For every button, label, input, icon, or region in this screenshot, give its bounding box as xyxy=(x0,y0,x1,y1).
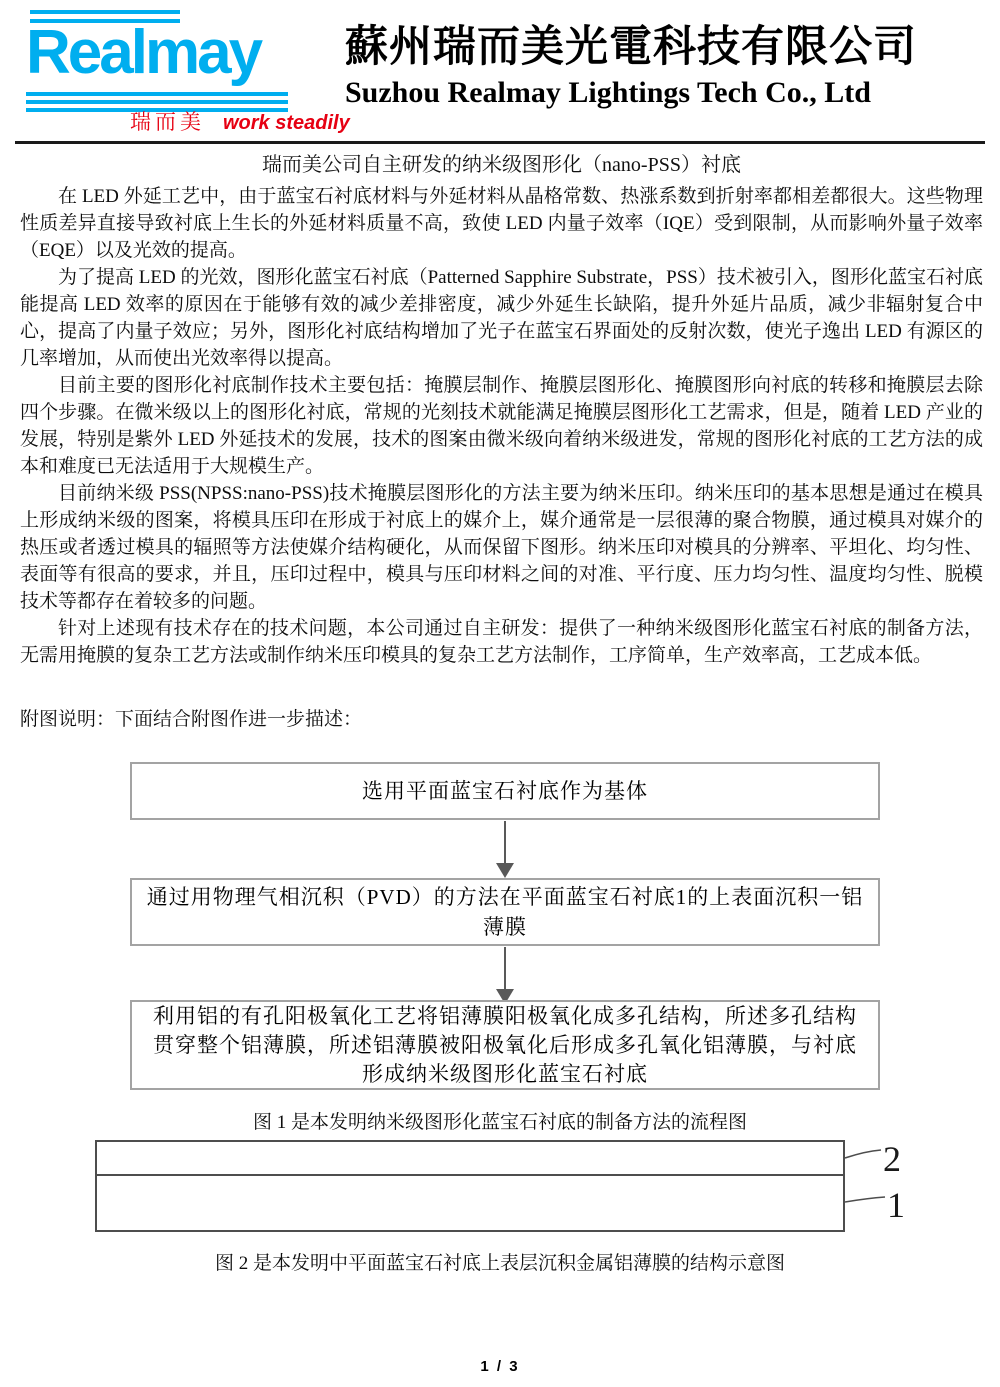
figure2-caption: 图 2 是本发明中平面蓝宝石衬底上表层沉积金属铝薄膜的结构示意图 xyxy=(214,1253,785,1274)
figure2-sapphire-substrate-layer xyxy=(97,1176,843,1230)
page-number: 1 / 3 xyxy=(480,1358,520,1375)
paragraph-5: 针对上述现有技术存在的技术问题，本公司通过自主研发：提供了一种纳米级图形化蓝宝石衬底的制备方法，无需用掩膜的复杂工艺方法或制作纳米压印模具的复杂工艺方法制作，工序简单，生产效率高，工艺成本低。 xyxy=(20,618,983,666)
flowchart-step-1: 选用平面蓝宝石衬底作为基体 xyxy=(130,762,880,820)
company-name-english: Suzhou Realmay Lightings Tech Co., Ltd xyxy=(345,76,871,109)
paragraph-3: 目前主要的图形化衬底制作技术主要包括：掩膜层制作、掩膜层图形化、掩膜图形向衬底的转移和掩膜层去除四个步骤。在微米级以上的图形化衬底，常规的光刻技术就能满足掩膜层图形化工艺需求，但是，随着 LED 产业的发展，特别是紫外 LED 外延技术的发展，技术的图案由微米级向着纳米级进发，常规的图形化衬底的工艺方法的成本和难度已无法适用于大规模生产。 xyxy=(20,375,983,477)
figure1-caption: 图 1 是本发明纳米级图形化蓝宝石衬底的制备方法的流程图 xyxy=(252,1112,747,1133)
document-title: 瑞而美公司自主研发的纳米级图形化（nano-PSS）衬底 xyxy=(262,154,741,176)
company-logo xyxy=(18,6,350,136)
paragraph-1: 在 LED 外延工艺中，由于蓝宝石衬底材料与外延材料从晶格常数、热涨系数到折射率都相差都很大。这些物理性质差异直接导致衬底上生长的外延材料质量不高，致使 LED 内量子效率（IQE）受到限制，从而影响外量子效率（EQE）以及光效的提高。 xyxy=(20,186,983,261)
document-body xyxy=(20,150,983,733)
figure-note: 附图说明：下面结合附图作进一步描述： xyxy=(20,709,363,730)
paragraph-4: 目前纳米级 PSS(NPSS:nano-PSS)技术掩膜层图形化的方法主要为纳米压印。纳米压印的基本思想是通过在模具上形成纳米级的图案，将模具压印在形成于衬底上的媒介上，媒介通常是一层很薄的聚合物膜，通过模具对媒介的热压或者透过模具的辐照等方法使媒介结构硬化，从而保留下图形。纳米压印对模具的分辨率、平坦化、均匀性、表面等有很高的要求，并且，压印过程中，模具与压印材料之间的对准、平行度、压力均匀性、温度均匀性、脱模技术等都存在着较多的问题。 xyxy=(20,483,983,612)
header-divider xyxy=(15,141,985,144)
logo-tagline-english: work steadily xyxy=(223,112,350,134)
paragraph-2: 为了提高 LED 的光效，图形化蓝宝石衬底（Patterned Sapphire Substrate，PSS）技术被引入，图形化蓝宝石衬底能提高 LED 效率的原因在于能够有效的减少差排密度，减少外延生长缺陷，提升外延片品质，减少非辐射复合中心，提高了内量子效应；另外，图形化衬底结构增加了光子在蓝宝石界面处的反射次数，使光子逸出 LED 有源区的几率增加，从而使出光效率得以提高。 xyxy=(20,267,983,369)
company-name-block xyxy=(345,22,995,112)
logo-tagline xyxy=(130,106,360,136)
company-name-chinese: 蘇州瑞而美光電科技有限公司 xyxy=(345,24,917,71)
figure2-labels xyxy=(845,1138,905,1243)
logo-wordmark: Realmay xyxy=(26,18,261,87)
flowchart-step-3: 利用铝的有孔阳极氧化工艺将铝薄膜阳极氧化成多孔结构，所述多孔结构贯穿整个铝薄膜，所述铝薄膜被阳极氧化后形成多孔氧化铝薄膜，与衬底形成纳米级图形化蓝宝石衬底 xyxy=(130,1000,880,1090)
figure2-label-1: 1 xyxy=(887,1185,905,1225)
figure2-label-2: 2 xyxy=(883,1139,901,1179)
figure2-layer-diagram xyxy=(95,1140,845,1232)
flowchart-arrow-down-icon xyxy=(496,821,514,878)
flowchart-arrow-down-icon xyxy=(496,947,514,1004)
logo-tagline-chinese: 瑞而美 xyxy=(130,110,205,134)
flowchart-step-2: 通过用物理气相沉积（PVD）的方法在平面蓝宝石衬底1的上表面沉积一铝薄膜 xyxy=(130,878,880,946)
figure2-aluminum-film-layer xyxy=(97,1142,843,1176)
